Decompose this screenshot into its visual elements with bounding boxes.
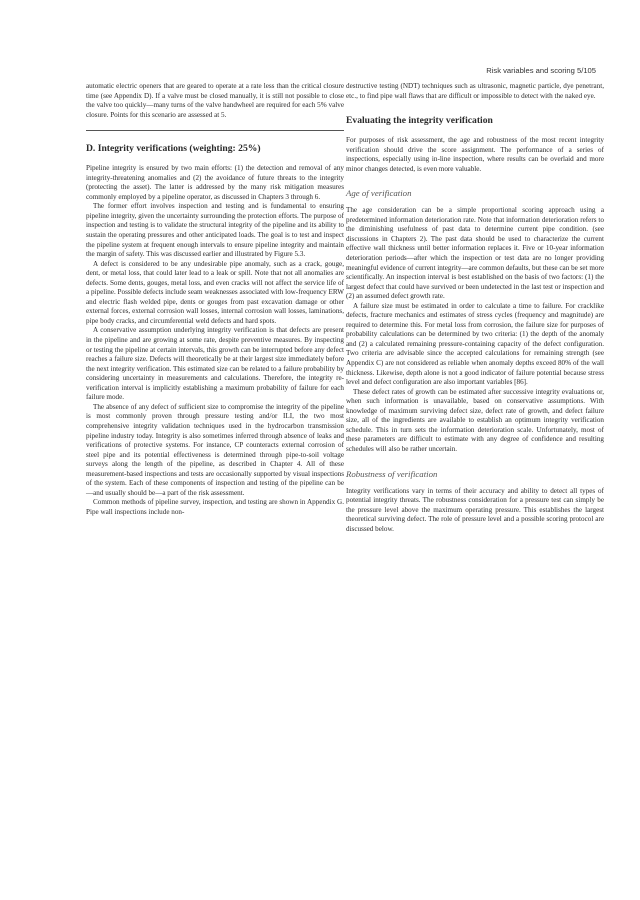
subsection-heading-robustness: Robustness of verification — [346, 468, 438, 479]
right-intro-paragraph: destructive testing (NDT) techniques such as ultrasonic, magnetic particle, dye penetrant, etc., to find pipe wall flaws that are difficult or impossible to detect with the naked eye. — [346, 82, 604, 100]
body-paragraph: The former effort involves inspection and testing and is fundamental to ensuring pipeline integrity, given the uncertainty surrounding the protection efforts. The purpose of inspection and testing is to validate the structural integrity of the pipeline and its ability to sustain the operating pressures and other anticipated loads. The goal is to test and inspect the pipeline system at frequent enough intervals to ensure pipeline integrity and maintain the margin of safety. This was discussed earlier and illustrated by Figure 5.3. — [86, 202, 344, 259]
section-divider — [86, 130, 344, 131]
body-paragraph: Integrity verifications vary in terms of their accuracy and ability to detect all types of potential integrity threats. The robustness consideration for a pressure test can simply be the pressure level above the maximum operating pressure. This establishes the largest theoretical surviving defect. The role of pressure level and a possible scoring protocol are discussed below. — [346, 486, 604, 533]
subsection-heading-age: Age of verification — [346, 188, 412, 199]
right-column — [346, 82, 604, 534]
body-paragraph: Common methods of pipeline survey, inspection, and testing are shown in Appendix G. Pipe wall inspections include non- — [86, 498, 344, 516]
body-paragraph: A failure size must be estimated in order to calculate a time to failure. For cracklike defects, fracture mechanics and estimates of stress cycles (frequency and magnitude) are required to determine this. For metal loss from corrosion, the failure size for purposes of probability calculations can be determined by two criteria: (1) the depth of the anomaly and (2) a calculated remaining pressure-containing capacity of the defect configuration. Two criteria are advisable since the accepted calculations for remaining strength (see Appendix C) are not considered as reliable when anomaly depths exceed 80% of the wall thickness. Likewise, depth alone is not a good indicator of failure potential because stress level and defect configuration are also important variables [86]. — [346, 301, 604, 387]
body-paragraph: Pipeline integrity is ensured by two main efforts: (1) the detection and removal of any integrity-threatening anomalies and (2) the avoidance of future threats to the integrity (protecting the asset). The latter is addressed by the many risk mitigation measures commonly employed by a pipeline operator, as discussed in Chapters 3 through 6. — [86, 164, 344, 201]
left-column — [86, 82, 344, 517]
section-heading-integrity-verifications: D. Integrity verifications (weighting: 25%) — [86, 143, 261, 155]
body-paragraph: A conservative assumption underlying integrity verification is that defects are present in the pipeline and are growing at some rate, despite preventive measures. By inspecting or testing the pipeline at certain intervals, this growth can be interrupted before any defect reaches a failure size. Defects will theoretically be at their largest size immediately before the next integrity verification. This estimated size can be related to a failure probability by considering uncertainty in measurements and calculations. Therefore, the integrity re-verification interval is implicitly establishing a maximum probability of failure for each failure mode. — [86, 326, 344, 402]
body-paragraph: For purposes of risk assessment, the age and robustness of the most recent integrity verification should drive the score assignment. The performance of a series of inspections, especially using in-line inspection, where results can be overlaid and more minor changes detected, is even more valuable. — [346, 136, 604, 173]
body-paragraph: A defect is considered to be any undesirable pipe anomaly, such as a crack, gouge, dent, or metal loss, that could later lead to a leak or spill. Note that not all anomalies are defects. Some dents, gouges, metal loss, and even cracks will not affect the service life of a pipeline. Possible defects include seam weaknesses associated with low-frequency ERW and electric flash welded pipe, dents or gouges from past excavation damage or other external forces, external corrosion wall losses, internal corrosion wall losses, laminations, pipe body cracks, and circumferential weld defects and hard spots. — [86, 259, 344, 325]
body-paragraph: These defect rates of growth can be estimated after successive integrity evaluations or, when such information is unavailable, based on conservative assumptions. With knowledge of maximum surviving defect size, defect rate of growth, and defect failure size, all of the ingredients are available to establish an optimum integrity verification schedule. This in turn sets the information deterioration scale. Unfortunately, most of these parameters are difficult to estimate with any degree of confidence and resulting schedules will also be rather uncertain. — [346, 387, 604, 453]
left-intro-paragraph: automatic electric openers that are geared to operate at a rate less than the critical closure time (see Appendix D). If a valve must be closed manually, it is still not possible to close the valve too quickly—many turns of the valve handwheel are required for each 5% valve closure. Points for this scenario are assessed at 5. — [86, 82, 344, 119]
body-paragraph: The age consideration can be a simple proportional scoring approach using a predetermined information deterioration rate. Note that information deterioration refers to the diminishing usefulness of past data to determine current pipe condition. (see discussions in Chapters 2). The past data should be used to characterize the current effective wall thickness until better information replaces it. Five or 10-year information deterioration periods—after which the inspection or test data are no longer providing meaningful evidence of current integrity—are common defaults, but these can be set more scientifically. An inspection interval is best established on the basis of two factors: (1) the largest defect that could have survived or been undetected in the last test or inspection and (2) an assumed defect growth rate. — [346, 206, 604, 301]
body-paragraph: The absence of any defect of sufficient size to compromise the integrity of the pipeline is most commonly proven through pressure testing and/or ILI, the two most comprehensive integrity validation techniques used in the hydrocarbon transmission pipeline industry today. Integrity is also sometimes inferred through absence of leaks and verifications of protective systems. For instance, CP counteracts external corrosion of steel pipe and its potential effectiveness is determined through pipe-to-soil voltage surveys along the length of the pipeline, as described in Chapter 4. All of these measurement-based inspections and tests are occasionally supported by visual inspections of the system. Each of these components of inspection and testing of the pipeline can be—and usually should be—a part of the risk assessment. — [86, 402, 344, 497]
section-heading-evaluating: Evaluating the integrity verification — [346, 115, 493, 127]
running-head: Risk variables and scoring 5/105 — [486, 66, 596, 75]
